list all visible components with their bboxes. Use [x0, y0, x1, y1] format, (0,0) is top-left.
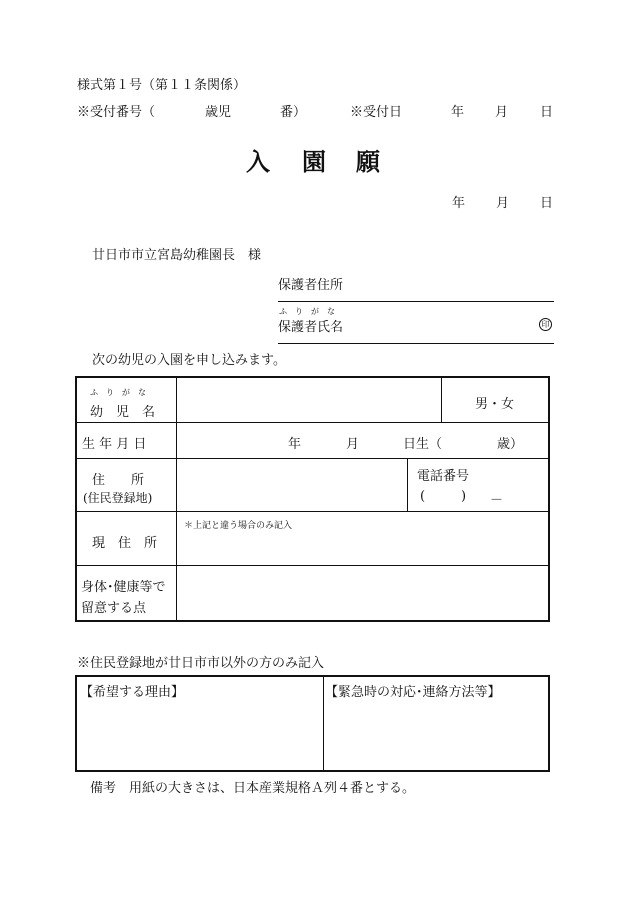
address-sublabel: (住民登録地)	[83, 491, 153, 505]
non-resident-note: ※住民登録地が廿日市市以外の方のみ記入	[77, 656, 325, 671]
phone-paren-close: )	[461, 489, 467, 504]
title-char-2: 園	[302, 147, 326, 176]
phone-paren-open: (	[420, 489, 426, 504]
row-divider-2	[76, 458, 549, 459]
reason-label: 【希望する理由】	[80, 685, 185, 700]
child-name-ruby: ふ り が な	[90, 388, 146, 397]
date-month: 月	[496, 196, 510, 211]
guardian-address-line	[278, 301, 554, 302]
reception-day: 日	[540, 105, 554, 120]
age-class-label: 歳児	[205, 105, 232, 120]
guardian-name-ruby: ふ り が な	[279, 307, 335, 316]
child-name-label: 幼 児 名	[90, 405, 156, 420]
phone-divider	[407, 458, 408, 511]
intro-text: 次の幼児の入園を申し込みます。	[92, 353, 286, 368]
non-resident-divider	[323, 676, 324, 771]
guardian-name-line	[278, 343, 554, 344]
health-label-line2: 留意する点	[81, 601, 147, 616]
birth-month: 月	[346, 437, 360, 452]
phone-dash: －	[490, 493, 504, 508]
reception-year: 年	[451, 105, 465, 120]
reception-date-label: ※受付日	[350, 105, 403, 120]
number-label: 番）	[280, 105, 307, 120]
form-number: 様式第１号（第１１条関係）	[77, 78, 247, 93]
emergency-label: 【緊急時の対応･連絡方法等】	[325, 685, 501, 700]
addressee: 廿日市市立宮島幼稚園長 様	[92, 248, 262, 263]
phone-label: 電話番号	[417, 469, 470, 484]
birth-date-label: 生 年 月 日	[82, 437, 147, 452]
birth-year: 年	[288, 437, 302, 452]
guardian-address-label: 保護者住所	[278, 278, 344, 293]
date-year: 年	[452, 196, 466, 211]
current-address-label: 現 住 所	[92, 536, 158, 551]
birth-day: 日生（	[403, 437, 443, 452]
date-day: 日	[540, 196, 554, 211]
current-address-note: ＊上記と違う場合のみ記入	[184, 521, 293, 531]
birth-age: 歳）	[497, 437, 524, 452]
title-char-3: 願	[356, 147, 380, 176]
row-divider-4	[76, 565, 549, 566]
health-label-line1: 身体･健康等で	[81, 580, 166, 595]
row-divider-3	[76, 511, 549, 512]
gender-options: 男・女	[475, 397, 515, 412]
address-label: 住 所	[92, 473, 145, 488]
reception-number-label: ※受付番号（	[77, 105, 156, 120]
reception-month: 月	[495, 105, 509, 120]
guardian-name-label: 保護者氏名	[278, 320, 344, 335]
label-column-divider	[176, 377, 177, 621]
footer-note: 備考 用紙の大きさは、日本産業規格Ａ列４番とする。	[90, 781, 416, 796]
gender-divider	[441, 377, 442, 422]
seal-mark-icon: 印	[539, 318, 552, 331]
title-char-1: 入	[246, 147, 270, 176]
row-divider-1	[76, 422, 549, 423]
